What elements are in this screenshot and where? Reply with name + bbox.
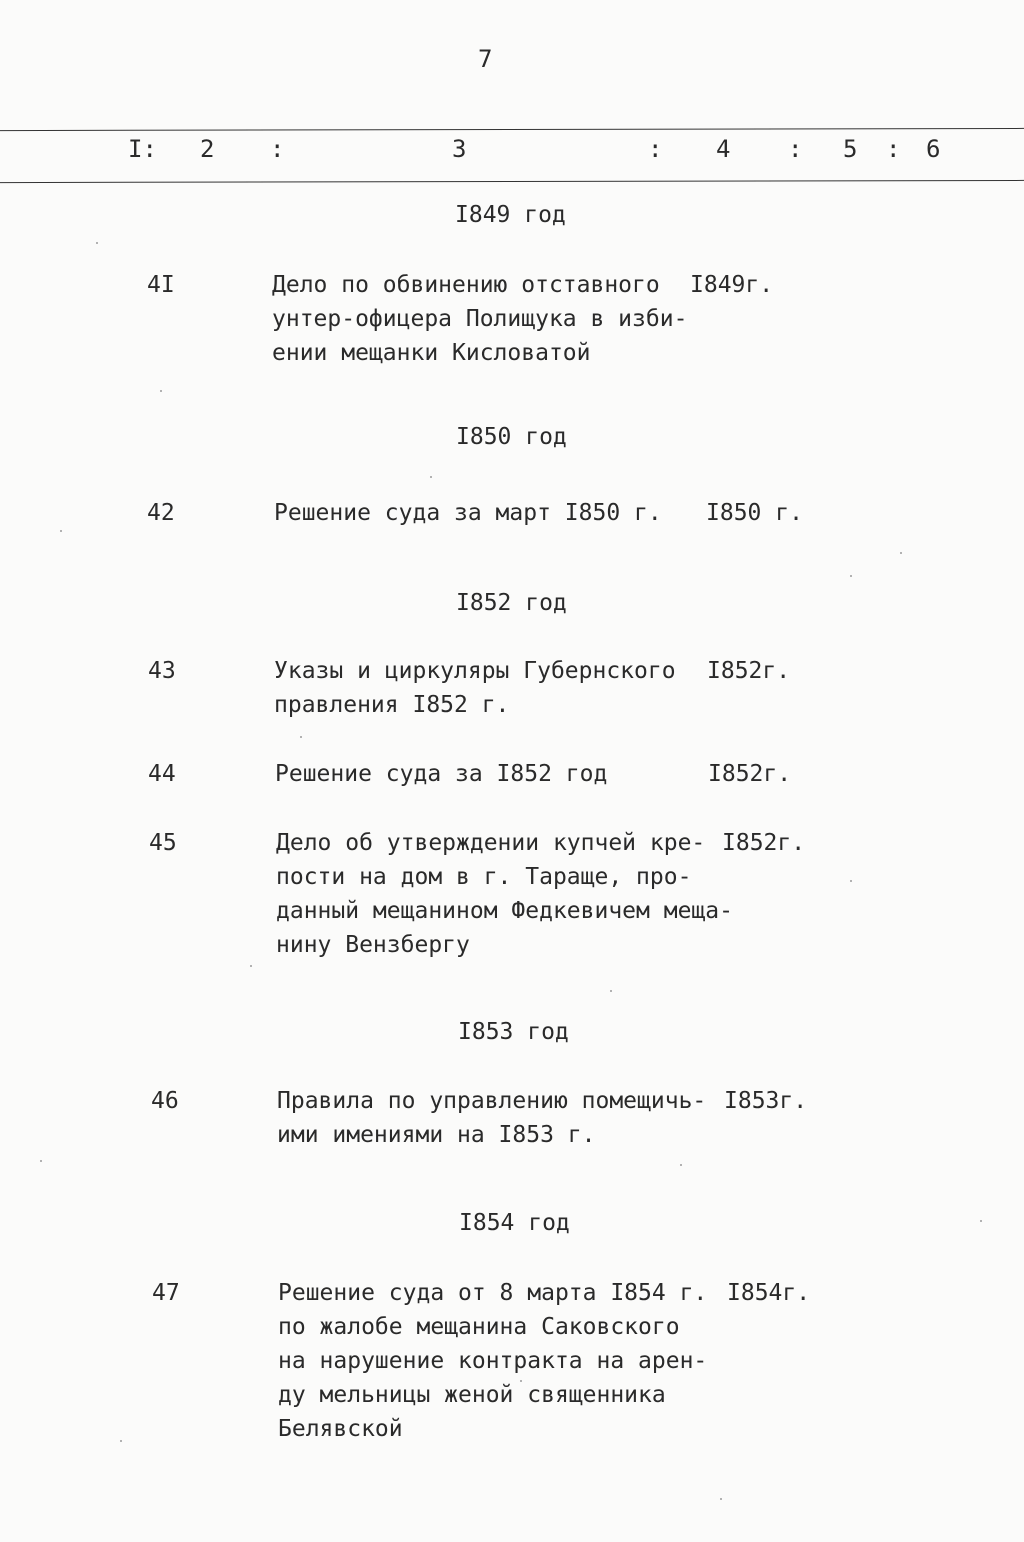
header-col4: 4: [716, 135, 731, 163]
header-sep2: :: [648, 135, 663, 163]
entry-number: 46: [151, 1088, 179, 1114]
entry-description-line: Белявской: [278, 1416, 403, 1442]
entry-date: I852г.: [707, 658, 791, 684]
entry-description-line: ении мещанки Кисловатой: [272, 340, 591, 366]
entry-description-line: Решение суда за март I850 г.: [274, 500, 662, 526]
entry-description-line: ими имениями на I853 г.: [277, 1122, 596, 1148]
entry-description-line: Дело об утверждении купчей кре-: [276, 830, 706, 856]
entry-description-line: Решение суда от 8 марта I854 г.: [278, 1280, 708, 1306]
section-year-heading: I854 год: [459, 1210, 570, 1236]
header-rule-top: [0, 128, 1024, 131]
entry-date: I850 г.: [706, 500, 803, 526]
entry-description-line: на нарушение контракта на арен-: [278, 1348, 708, 1374]
entry-date: I849г.: [690, 272, 774, 298]
entry-date: I854г.: [727, 1280, 811, 1306]
entry-number: 43: [148, 658, 176, 684]
section-year-heading: I849 год: [455, 202, 566, 228]
entry-date: I853г.: [724, 1088, 808, 1114]
entry-number: 42: [147, 500, 175, 526]
entry-description-line: Дело по обвинению отставного: [272, 272, 660, 298]
section-year-heading: I852 год: [456, 590, 567, 616]
entry-number: 47: [152, 1280, 180, 1306]
header-sep1: :: [270, 135, 285, 163]
header-sep4: :: [886, 135, 901, 163]
header-col5: 5: [843, 135, 858, 163]
entry-description-line: нину Вензбергу: [276, 932, 470, 958]
page-number: 7: [478, 45, 493, 73]
entry-description-line: по жалобе мещанина Саковского: [278, 1314, 680, 1340]
entry-description-line: пости на дом в г. Тараще, про-: [276, 864, 692, 890]
entry-description-line: Указы и циркуляры Губернского: [274, 658, 676, 684]
section-year-heading: I853 год: [458, 1019, 569, 1045]
entry-description-line: данный мещанином Федкевичем меща-: [276, 898, 733, 924]
entry-date: I852г.: [708, 761, 792, 787]
header-col1: I:: [128, 135, 157, 163]
header-sep3: :: [788, 135, 803, 163]
header-rule-bottom: [0, 180, 1024, 183]
section-year-heading: I850 год: [456, 424, 567, 450]
entry-description-line: Правила по управлению помещичь-: [277, 1088, 707, 1114]
entry-description-line: унтер-офицера Полищука в изби-: [272, 306, 688, 332]
entry-description-line: Решение суда за I852 год: [275, 761, 608, 787]
entry-date: I852г.: [722, 830, 806, 856]
header-col6: 6: [926, 135, 941, 163]
entry-number: 45: [149, 830, 177, 856]
header-col2: 2: [200, 135, 215, 163]
entry-number: 44: [148, 761, 176, 787]
entry-description-line: правления I852 г.: [274, 692, 510, 718]
entry-number: 4I: [147, 272, 175, 298]
header-col3: 3: [452, 135, 467, 163]
entry-description-line: ду мельницы женой священника: [278, 1382, 666, 1408]
